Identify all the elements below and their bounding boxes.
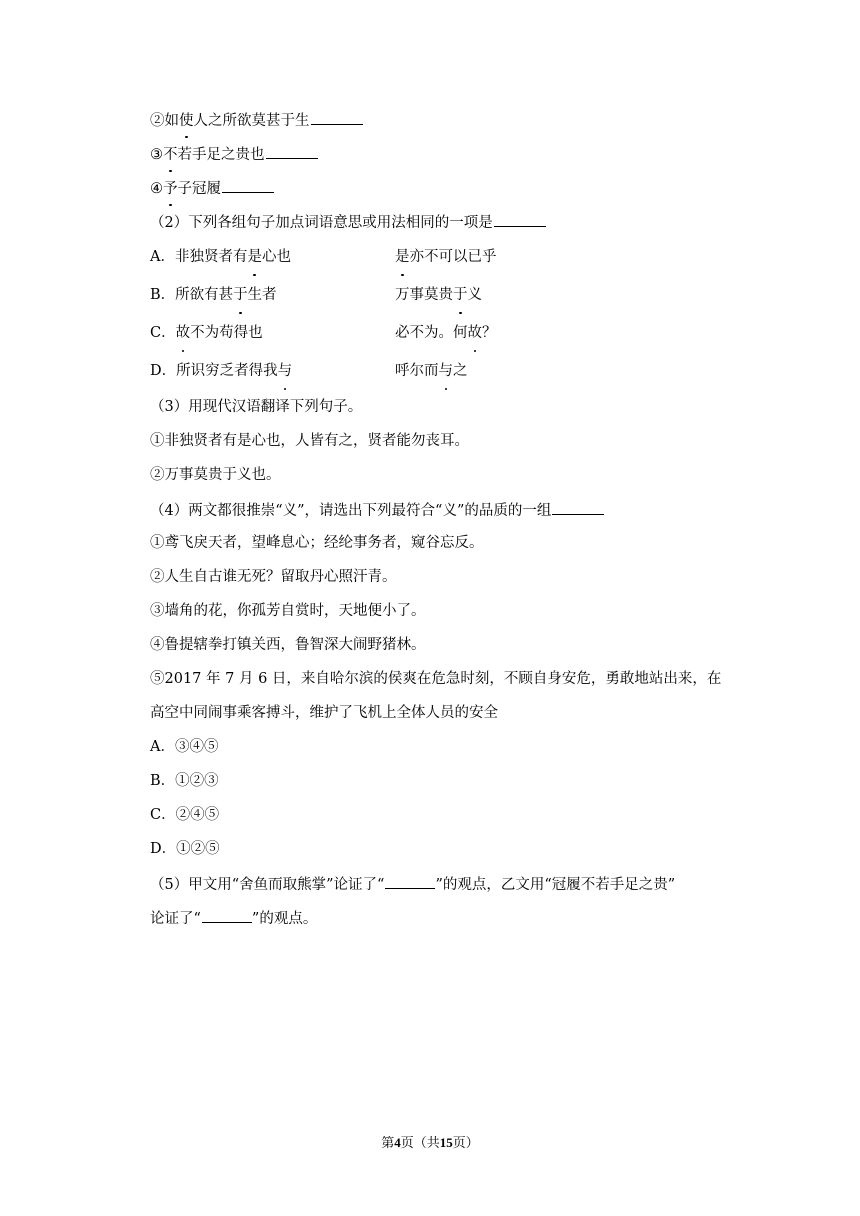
answer-blank[interactable] bbox=[552, 496, 604, 515]
answer-blank[interactable] bbox=[385, 870, 435, 889]
page-footer: 第4页（共15页） bbox=[381, 1135, 479, 1151]
dotted-char: 是 bbox=[395, 242, 410, 272]
question-content bbox=[150, 106, 740, 938]
item-4-5-line1: ⑤2017 年 7 月 6 日，来自哈尔滨的侯爽在危急时刻，不顾自身安危，勇敢地站出来，在 bbox=[150, 671, 722, 687]
choice-b: B．①②③ bbox=[150, 773, 219, 789]
item-3-1: ①非独贤者有是心也，人皆有之，贤者能勿丧耳。 bbox=[150, 433, 469, 449]
choice-d: D．①②⑤ bbox=[150, 841, 220, 857]
answer-blank[interactable] bbox=[266, 140, 318, 159]
item-1-4: ④予子冠履 bbox=[150, 174, 740, 208]
dotted-char: 予 bbox=[163, 176, 178, 202]
dotted-char: 是 bbox=[247, 242, 262, 272]
question-4: （4）两文都很推崇“义”，请选出下列最符合“义”的品质的一组 bbox=[150, 496, 740, 530]
dotted-char: 于 bbox=[453, 280, 468, 310]
dotted-char: 于 bbox=[233, 280, 248, 310]
item-3-2: ②万事莫贵于义也。 bbox=[150, 467, 281, 483]
question-3: （3）用现代汉语翻译下列句子。 bbox=[150, 399, 363, 415]
answer-blank[interactable] bbox=[311, 106, 363, 125]
page-total: 15 bbox=[439, 1135, 453, 1150]
option-b: B．所欲有甚于生者 万事莫贵于义 bbox=[150, 280, 740, 318]
item-4-1: ①鸢飞戾天者，望峰息心；经纶事务者，窥谷忘反。 bbox=[150, 535, 484, 551]
item-4-2: ②人生自古谁无死？留取丹心照汗青。 bbox=[150, 569, 397, 585]
dotted-char: 故 bbox=[176, 318, 191, 348]
answer-blank[interactable] bbox=[222, 174, 274, 193]
question-5-line1: （5）甲文用“舍鱼而取熊掌”论证了“ ”的观点，乙文用“冠履不若手足之贵” bbox=[150, 870, 740, 904]
page-number: 4 bbox=[394, 1135, 401, 1150]
item-4-3: ③墙角的花，你孤芳自赏时，天地便小了。 bbox=[150, 603, 426, 619]
dotted-char: 使 bbox=[179, 108, 194, 134]
option-a: A．非独贤者有是心也 是亦不可以已乎 bbox=[150, 242, 740, 280]
answer-blank[interactable] bbox=[202, 904, 252, 923]
choice-a: A．③④⑤ bbox=[150, 739, 219, 755]
dotted-char: 与 bbox=[439, 356, 454, 386]
item-1-3: ③不若手足之贵也 bbox=[150, 140, 740, 174]
dotted-char: 不 bbox=[163, 142, 178, 168]
choice-c: C．②④⑤ bbox=[150, 807, 220, 823]
option-c: C．故不为苟得也 必不为。何故？ bbox=[150, 318, 740, 356]
dotted-char: 与 bbox=[278, 356, 293, 386]
option-d: D．所识穷乏者得我与 呼尔而与之 bbox=[150, 356, 740, 394]
answer-blank[interactable] bbox=[494, 208, 546, 227]
item-4-5-line2: 高空中同闹事乘客搏斗，维护了飞机上全体人员的安全 bbox=[150, 705, 498, 721]
item-1-2: ②如使人之所欲莫甚于生 bbox=[150, 106, 740, 140]
question-2: （2）下列各组句子加点词语意思或用法相同的一项是 bbox=[150, 208, 740, 242]
question-5-line2: 论证了“ ”的观点。 bbox=[150, 904, 740, 938]
item-4-4: ④鲁提辖拳打镇关西，鲁智深大闹野猪林。 bbox=[150, 637, 426, 653]
dotted-char: 故 bbox=[468, 318, 483, 348]
